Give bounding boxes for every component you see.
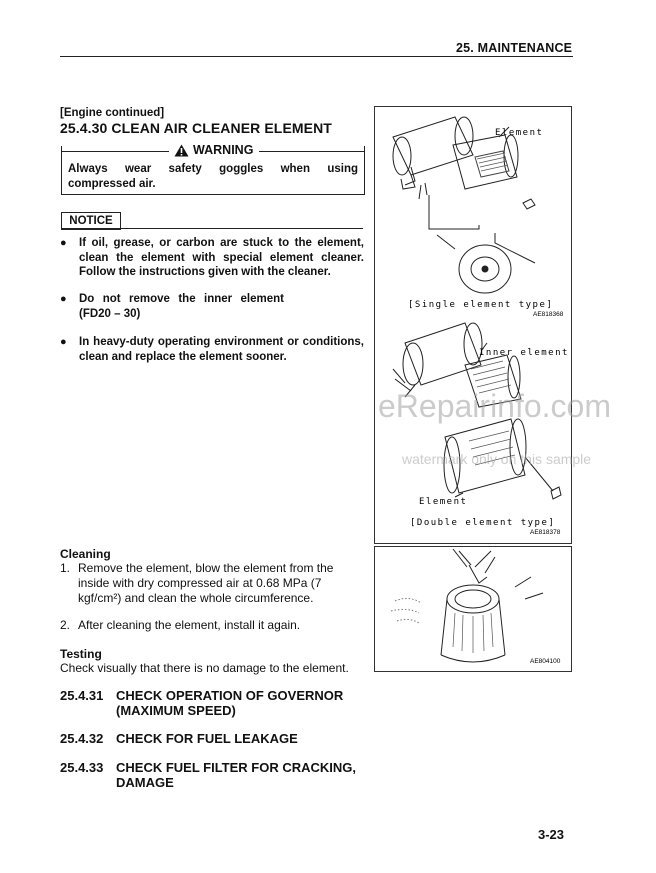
section-number: 25.4.31 <box>60 688 104 703</box>
notice-label: NOTICE <box>61 212 121 230</box>
section-title-fuel-leakage <box>60 731 370 747</box>
page-number: 3-23 <box>538 827 565 842</box>
testing-heading: Testing <box>60 647 102 661</box>
warning-label: WARNING <box>193 143 254 157</box>
warning-text: Always wear safety goggles when using compressed air. <box>68 163 358 190</box>
continued-label: [Engine continued] <box>60 107 165 119</box>
section-text: CHECK FOR FUEL LEAKAGE <box>116 731 298 746</box>
element-label-top: Element <box>495 128 544 138</box>
code-double: AE818378 <box>530 529 561 536</box>
cleaning-heading: Cleaning <box>60 547 111 561</box>
air-cleaner-figure <box>374 106 572 544</box>
bullet-dot-icon: ● <box>60 237 67 249</box>
testing-text: Check visually that there is no damage to the element. <box>60 661 349 675</box>
cleaning-illustration <box>375 547 571 671</box>
notice-bullet-text: In heavy-duty operating environment or conditions, clean and replace the element sooner. <box>79 336 364 363</box>
notice-bullet-text: Do not remove the inner element (FD20 – 30) <box>79 293 284 320</box>
section-title-governor <box>60 688 370 720</box>
caption-double: [Double element type] <box>410 518 556 528</box>
inner-element-label: Inner element <box>479 348 569 358</box>
page-title: 25.4.30 CLEAN AIR CLEANER ELEMENT <box>60 120 332 136</box>
notice-rule <box>61 228 363 229</box>
watermark-site: eRepairinfo.com <box>378 388 611 424</box>
air-cleaner-illustration <box>375 107 571 543</box>
section-number: 25.4.32 <box>60 731 104 746</box>
notice-bullet <box>60 292 365 322</box>
cleaning-step <box>60 561 365 607</box>
notice-bullet-text: If oil, grease, or carbon are stuck to the element, clean the element with special element cleaner. Follow the instructions given with the cleaner. <box>79 237 364 278</box>
step-text: Remove the element, blow the element from the inside with dry compressed air at 0.68 MPa (7 kgf/cm²) and clean the whole circumference. <box>78 561 334 605</box>
code-cleaning: AE804100 <box>530 658 561 665</box>
step-text: After cleaning the element, install it again. <box>78 618 301 632</box>
header-divider <box>60 56 573 57</box>
bullet-dot-icon: ● <box>60 293 67 305</box>
element-label-bottom: Element <box>419 497 468 507</box>
section-text: CHECK OPERATION OF GOVERNOR (MAXIMUM SPEED) <box>116 688 344 718</box>
section-header: 25. MAINTENANCE <box>456 41 573 55</box>
section-title-fuel-filter <box>60 760 370 792</box>
warning-triangle-icon <box>174 144 189 157</box>
notice-bullet <box>60 335 365 365</box>
warning-heading <box>174 143 253 157</box>
step-number: 2. <box>60 618 71 632</box>
section-text: CHECK FUEL FILTER FOR CRACKING, DAMAGE <box>116 760 357 790</box>
code-single: AE818368 <box>533 311 564 318</box>
step-number: 1. <box>60 561 71 575</box>
section-number: 25.4.33 <box>60 760 104 775</box>
notice-bullet <box>60 236 365 280</box>
bullet-dot-icon: ● <box>60 336 67 348</box>
cleaning-step <box>60 618 365 634</box>
cleaning-figure <box>374 546 572 672</box>
caption-single: [Single element type] <box>408 300 554 310</box>
watermark-note: watermark only on this sample <box>402 451 592 467</box>
